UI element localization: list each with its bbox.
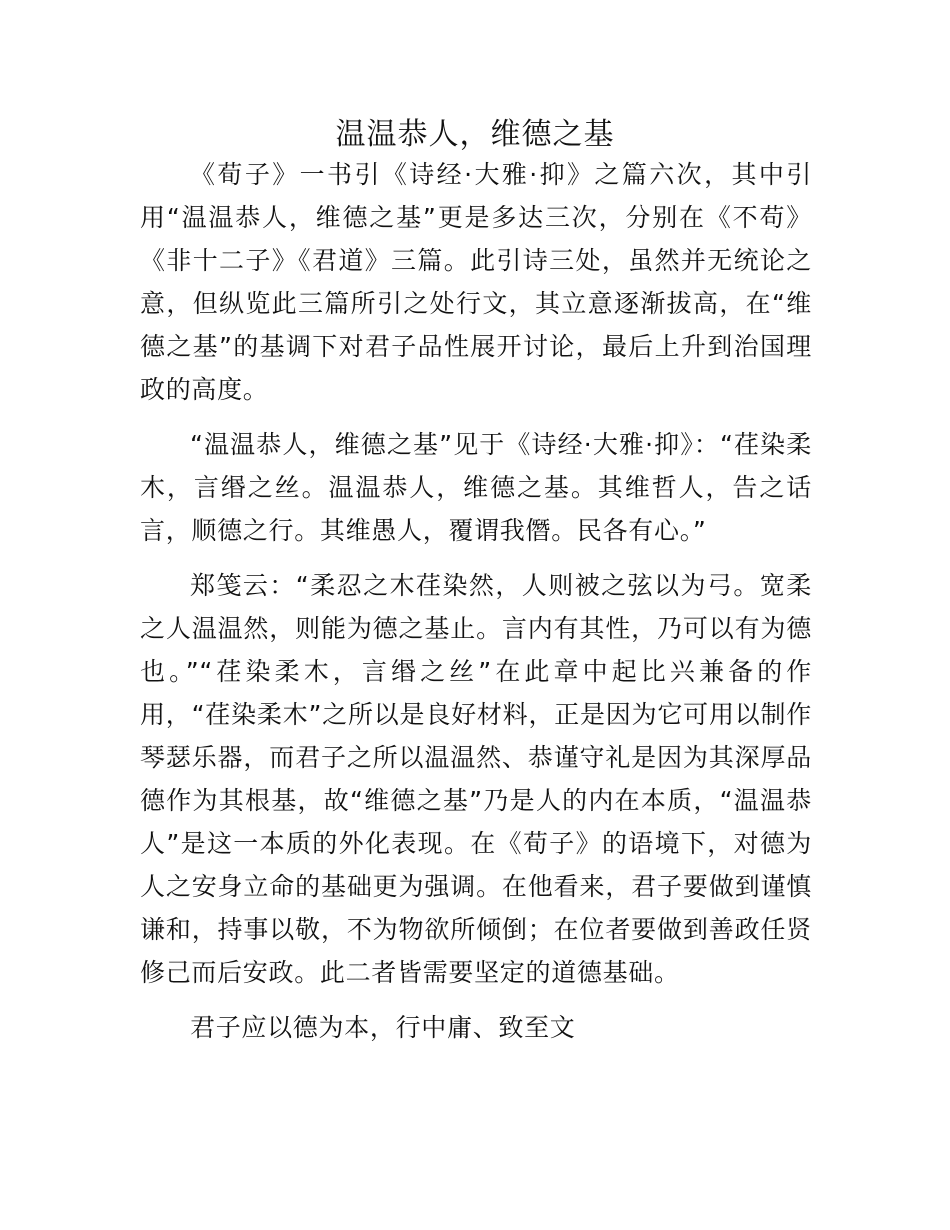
document-body bbox=[140, 153, 812, 1061]
paragraph: 《荀子》一书引《诗经·大雅·抑》之篇六次，其中引用“温温恭人，维德之基”更是多达三次，分别在《不苟》《非十二子》《君道》三篇。此引诗三处，虽然并无统论之意，但纵览此三篇所引之处行文，其立意逐渐拔高，在“维德之基”的基调下对君子品性展开讨论，最后上升到治国理政的高度。 bbox=[140, 160, 812, 404]
paragraph: 郑笺云：“柔忍之木荏染然，人则被之弦以为弓。宽柔之人温温然，则能为德之基止。言内有其性，乃可以有为德也。”“荏染柔木，言缗之丝”在此章中起比兴兼备的作用，“荏染柔木”之所以是良好材料，正是因为它可用以制作琴瑟乐器，而君子之所以温温然、恭谨守礼是因为其深厚品德作为其根基，故“维德之基”乃是人的内在本质，“温温恭人”是这一本质的外化表现。在《荀子》的语境下，对德为人之安身立命的基础更为强调。在他看来，君子要做到谨慎谦和，持事以敬，不为物欲所倾倒；在位者要做到善政任贤修己而后安政。此二者皆需要坚定的道德基础。 bbox=[140, 571, 812, 987]
document-title: 温温恭人，维德之基 bbox=[335, 117, 615, 152]
paragraph: “温温恭人，维德之基”见于《诗经·大雅·抑》：“荏染柔木，言缗之丝。温温恭人，维德之基。其维哲人，告之话言，顺德之行。其维愚人，覆谓我僭。民各有心。” bbox=[140, 430, 812, 545]
paragraph: 君子应以德为本，行中庸、致至文 bbox=[190, 1013, 576, 1042]
